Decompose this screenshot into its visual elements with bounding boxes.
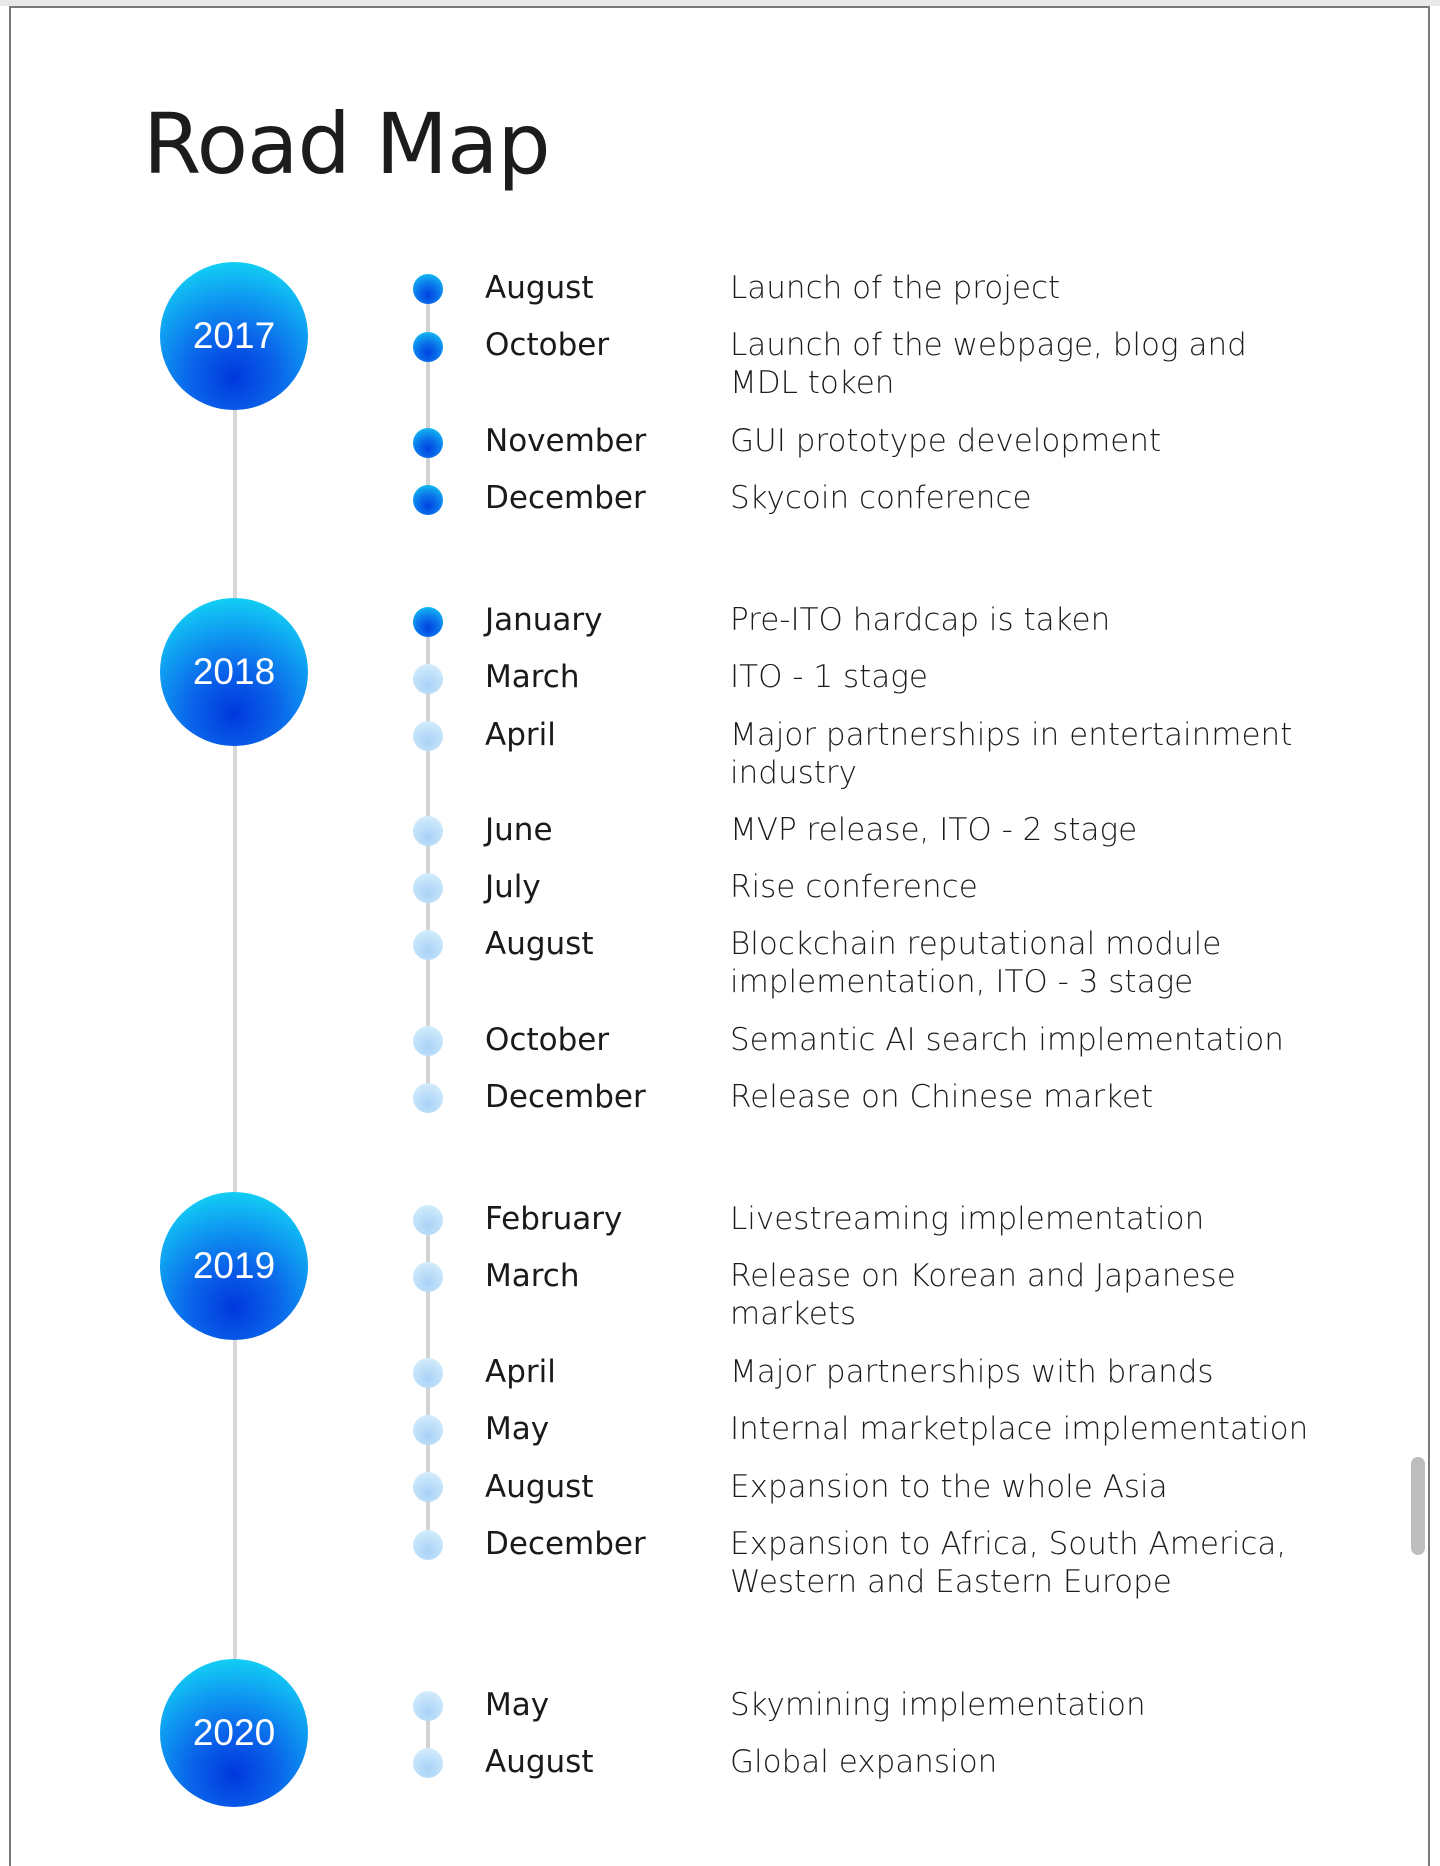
milestone-description: Livestreaming implementation [730, 1201, 1205, 1237]
milestone-dot [413, 1691, 443, 1721]
milestone-description: Skymining implementation [730, 1687, 1146, 1723]
milestone-description: Major partnerships in entertainment industry [730, 717, 1293, 791]
milestone-month: November [485, 423, 647, 459]
milestone-dot [413, 1415, 443, 1445]
year-badge-2019: 2019 [160, 1192, 308, 1340]
milestone-dot [413, 721, 443, 751]
milestone-dot [413, 930, 443, 960]
year-badge-2020: 2020 [160, 1659, 308, 1807]
milestone-dot [413, 664, 443, 694]
milestone-dot [413, 274, 443, 304]
milestone-dot [413, 1205, 443, 1235]
milestone-description: MVP release, ITO - 2 stage [730, 812, 1138, 848]
milestone-description: Launch of the webpage, blog and MDL token [730, 327, 1247, 401]
milestone-description: Release on Chinese market [730, 1079, 1154, 1115]
milestone-month: October [485, 1022, 610, 1058]
milestone-description: Release on Korean and Japanese markets [730, 1258, 1236, 1332]
milestone-description: Major partnerships with brands [730, 1354, 1214, 1390]
milestone-dot [413, 485, 443, 515]
milestone-month: December [485, 1526, 646, 1562]
milestone-month: July [485, 869, 541, 905]
milestone-description: Skycoin conference [730, 480, 1032, 516]
milestone-description: Expansion to Africa, South America, Western and Eastern Europe [730, 1526, 1287, 1600]
milestone-dot [413, 607, 443, 637]
milestone-description: GUI prototype development [730, 423, 1162, 459]
milestone-month: December [485, 480, 646, 516]
milestone-dot [413, 1530, 443, 1560]
milestone-dot [413, 1472, 443, 1502]
milestone-description: Launch of the project [730, 270, 1061, 306]
month-timeline-line-2017 [426, 288, 430, 500]
milestone-description: Expansion to the whole Asia [730, 1469, 1168, 1505]
milestone-dot [413, 428, 443, 458]
milestone-description: Rise conference [730, 869, 978, 905]
milestone-month: December [485, 1079, 646, 1115]
milestone-month: August [485, 1469, 594, 1505]
milestone-month: March [485, 659, 580, 695]
milestone-month: August [485, 1744, 594, 1780]
milestone-dot [413, 332, 443, 362]
milestone-month: March [485, 1258, 580, 1294]
milestone-description: Global expansion [730, 1744, 998, 1780]
milestone-month: August [485, 270, 594, 306]
milestone-description: Semantic AI search implementation [730, 1022, 1284, 1058]
milestone-dot [413, 873, 443, 903]
milestone-dot [413, 1358, 443, 1388]
milestone-dot [413, 1026, 443, 1056]
year-timeline-line [233, 340, 237, 1720]
year-badge-2017: 2017 [160, 262, 308, 410]
page-title: Road Map [143, 95, 550, 193]
scrollbar-thumb[interactable] [1411, 1457, 1425, 1555]
milestone-month: January [485, 602, 603, 638]
year-badge-2018: 2018 [160, 598, 308, 746]
milestone-dot [413, 816, 443, 846]
milestone-month: May [485, 1411, 550, 1447]
milestone-dot [413, 1262, 443, 1292]
milestone-month: August [485, 926, 594, 962]
milestone-month: June [485, 812, 553, 848]
milestone-month: April [485, 717, 556, 753]
milestone-description: Pre-ITO hardcap is taken [730, 602, 1111, 638]
milestone-description: Internal marketplace implementation [730, 1411, 1309, 1447]
milestone-description: ITO - 1 stage [730, 659, 928, 695]
milestone-month: October [485, 327, 610, 363]
milestone-dot [413, 1748, 443, 1778]
milestone-description: Blockchain reputational module implementation, ITO - 3 stage [730, 926, 1222, 1000]
milestone-month: February [485, 1201, 623, 1237]
milestone-dot [413, 1083, 443, 1113]
milestone-month: May [485, 1687, 550, 1723]
milestone-month: April [485, 1354, 556, 1390]
